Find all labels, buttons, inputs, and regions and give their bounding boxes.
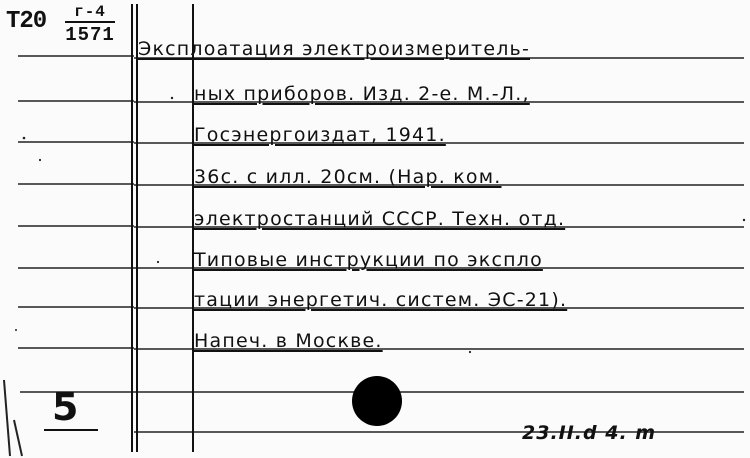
entry-line-5: электростанций СССР. Техн. отд.: [194, 208, 566, 230]
punch-hole: [352, 376, 402, 426]
call-number: Т20: [6, 8, 47, 35]
entry-line-3: Госэнергоиздат, 1941.: [194, 124, 446, 146]
fraction-bottom: 1571: [65, 24, 115, 46]
entry-line-6: Типовые инструкции по экспло: [194, 249, 543, 271]
date-stamp: 23.II.d 4. m: [522, 422, 657, 444]
entry-line-2: ных приборов. Изд. 2-е. М.-Л.,: [194, 83, 530, 105]
entry-line-1: Эксплоатация электроизмеритель-: [138, 38, 531, 60]
fraction-bar: [65, 21, 115, 23]
call-number-fraction: [60, 4, 120, 45]
shelf-number: 5: [52, 385, 79, 429]
entry-line-7: тации энергетич. систем. ЭС-21).: [194, 289, 568, 311]
entry-line-4: 36с. с илл. 20см. (Нар. ком.: [194, 166, 502, 188]
fraction-top: г-4: [74, 3, 106, 21]
entry-line-8: Напеч. в Москве.: [194, 330, 383, 352]
